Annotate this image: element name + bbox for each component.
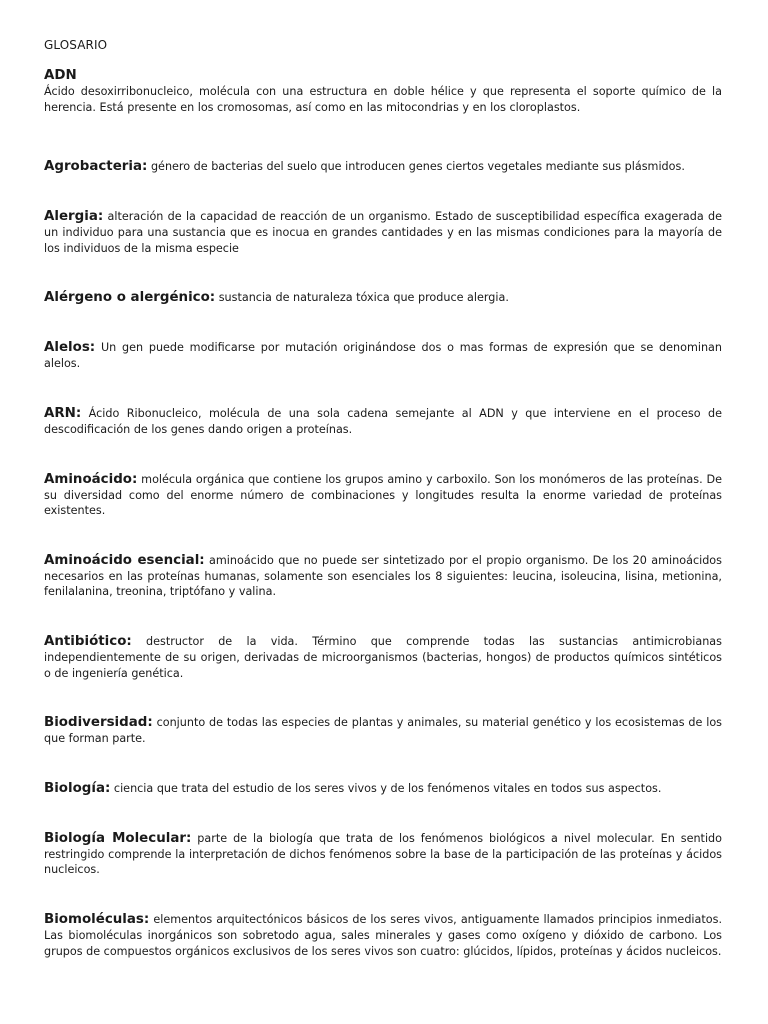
glossary-definition: sustancia de naturaleza tóxica que produce alergia. xyxy=(218,291,509,305)
glossary-term: Aminoácido esencial: xyxy=(44,552,205,568)
glossary-entry-alergeno xyxy=(44,290,722,306)
glossary-definition: aminoácido que no puede ser sintetizado por el propio organismo. De los 20 aminoácidos necesarios en las proteínas humanas, solamente son esenciales los 8 siguientes: leucina, isoleucina, lisina, metionina, fenilalanina, treonina, triptófano y valina. xyxy=(44,553,722,599)
glossary-entry-aminoacido-esencial xyxy=(44,553,722,600)
glossary-definition: ciencia que trata del estudio de los seres vivos y de los fenómenos vitales en todos sus aspectos. xyxy=(113,781,662,795)
glossary-term: Alérgeno o alergénico: xyxy=(44,290,216,306)
document-page xyxy=(44,38,722,959)
glossary-definition: alteración de la capacidad de reacción de un organismo. Estado de susceptibilidad específica exagerada de un individuo para una sustancia que es inocua en grandes cantidades y en las mismas condiciones para la mayoría de los individuos de la misma especie xyxy=(44,210,722,255)
glossary-term: Biomoléculas: xyxy=(44,911,150,927)
glossary-entry-arn xyxy=(44,406,722,438)
glossary-entry-biomoleculas xyxy=(44,912,722,959)
glossary-entry-biologia-molecular xyxy=(44,831,722,878)
glossary-term: Alelos: xyxy=(44,340,96,356)
glossary-definition: conjunto de todas las especies de plantas y animales, su material genético y los ecosistemas de los que forman parte. xyxy=(44,716,722,746)
glossary-definition: parte de la biología que trata de los fenómenos biológicos a nivel molecular. En sentido restringido comprende la interpretación de dichos fenómenos sobre la base de la participación de las proteínas y ácidos nucleicos. xyxy=(44,831,722,877)
glossary-definition: Un gen puede modificarse por mutación originándose dos o mas formas de expresión que se denominan alelos. xyxy=(44,341,722,371)
glossary-term: Agrobacteria: xyxy=(44,159,148,175)
glossary-term: Aminoácido: xyxy=(44,471,138,487)
glossary-entry-adn xyxy=(44,68,722,115)
glossary-definition: género de bacterias del suelo que introducen genes ciertos vegetales mediante sus plásmidos. xyxy=(150,160,685,174)
glossary-entry-alergia xyxy=(44,209,722,256)
glossary-entry-aminoacido xyxy=(44,472,722,519)
glossary-definition: elementos arquitectónicos básicos de los seres vivos, antiguamente llamados principios inmediatos. Las biomoléculas inorgánicos son sobretodo agua, sales minerales y gases como oxígeno y dióxido de carbono. Los grupos de compuestos orgánicos exclusivos de los seres vivos son cuatro: glúcidos, lípidos, proteínas y ácidos nucleicos. xyxy=(44,912,723,958)
glossary-entry-biologia xyxy=(44,781,722,797)
glossary-definition: molécula orgánica que contiene los grupos amino y carboxilo. Son los monómeros de las proteínas. De su diversidad como del enorme número de combinaciones y longitudes resulta la enorme variedad de proteínas existentes. xyxy=(44,472,722,518)
glossary-entry-antibiotico xyxy=(44,634,722,681)
glossary-term: Biología: xyxy=(44,780,111,796)
glossary-definition: Ácido Ribonucleico, molécula de una sola cadena semejante al ADN y que interviene en el proceso de descodificación de los genes dando origen a proteínas. xyxy=(44,406,722,436)
glossary-term: Biología Molecular: xyxy=(44,830,192,846)
glossary-term: ARN: xyxy=(44,405,82,421)
document-title: GLOSARIO xyxy=(44,38,108,52)
glossary-entry-agrobacteria xyxy=(44,159,722,175)
glossary-entry-alelos xyxy=(44,340,722,372)
glossary-term: Antibiótico: xyxy=(44,633,132,649)
glossary-term: Biodiversidad: xyxy=(44,715,153,731)
glossary-term: Alergia: xyxy=(44,209,104,225)
glossary-definition: destructor de la vida. Término que comprende todas las sustancias antimicrobianas independientemente de su origen, derivadas de microorganismos (bacterias, hongos) de productos químicos sintéticos o de ingeniería genética. xyxy=(44,634,722,680)
glossary-term: ADN xyxy=(44,68,77,83)
glossary-definition: Ácido desoxirribonucleico, molécula con una estructura en doble hélice y que representa el soporte químico de la herencia. Está presente en los cromosomas, así como en las mitocondrias y en los cloroplastos. xyxy=(44,85,722,114)
glossary-entry-biodiversidad xyxy=(44,715,722,747)
